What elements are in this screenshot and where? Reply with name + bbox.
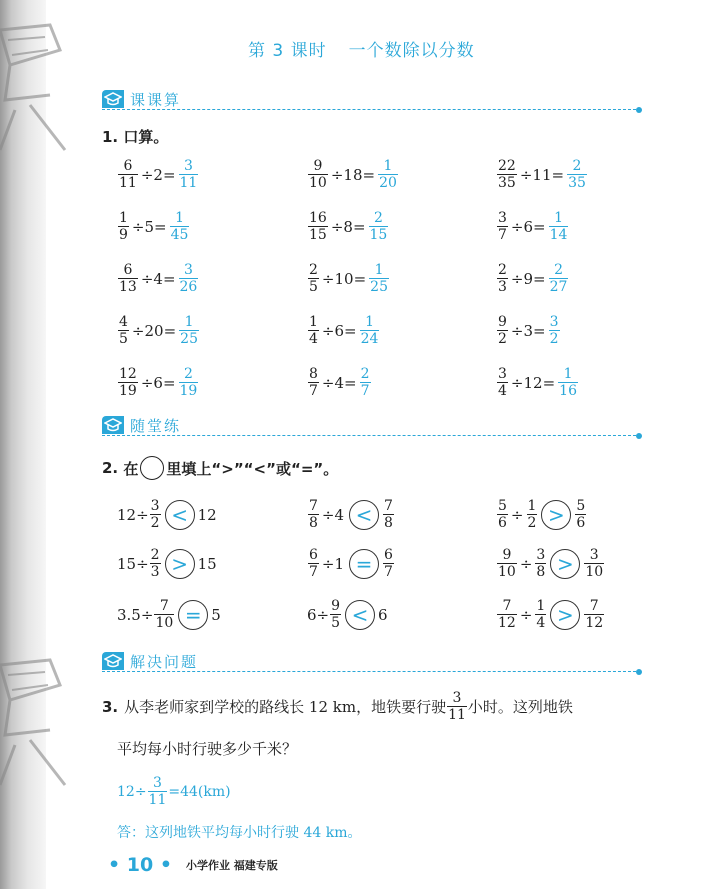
question-number: 3. <box>102 697 119 716</box>
operator: ÷10= <box>321 269 367 288</box>
denominator: 25 <box>370 279 388 295</box>
numerator: 2 <box>373 210 383 226</box>
oral-calc-item <box>117 262 199 295</box>
numerator: 1 <box>175 210 184 226</box>
denominator: 24 <box>360 331 379 347</box>
lesson-number: 第 3 课时 <box>248 41 327 61</box>
right-value: 5 <box>211 605 221 624</box>
denominator: 6 <box>576 515 586 531</box>
numerator: 2 <box>360 366 370 382</box>
numerator: 9 <box>498 314 507 330</box>
section-divider-end <box>636 107 642 113</box>
right-fraction <box>575 498 586 531</box>
answer-fraction <box>179 314 199 347</box>
operator: ÷ <box>519 605 533 624</box>
operator: ÷18= <box>330 165 376 184</box>
answer-fraction <box>549 210 569 243</box>
comparison-circle: > <box>541 500 571 530</box>
denominator: 8 <box>309 515 318 531</box>
numerator: 1 <box>383 158 393 174</box>
answer-fraction <box>179 158 199 191</box>
numerator: 1 <box>536 598 546 614</box>
operator: ÷8= <box>330 217 366 236</box>
denominator: 35 <box>568 175 586 191</box>
numerator: 3 <box>498 210 507 226</box>
oral-calc-item <box>117 366 199 399</box>
denominator: 10 <box>309 175 327 191</box>
answer-fraction <box>360 314 380 347</box>
operator: ÷4= <box>140 269 176 288</box>
answer-fraction <box>179 262 199 295</box>
numerator: 6 <box>123 158 133 174</box>
numerator: 22 <box>498 158 516 174</box>
solution-equation: 12÷ $\frac{3}{11}$ =44(km) <box>117 775 231 808</box>
operator: ÷ <box>510 505 524 524</box>
question-number: 1. <box>102 128 119 146</box>
oral-calc-item <box>307 262 390 295</box>
denominator: 7 <box>498 227 507 243</box>
denominator: 8 <box>384 515 393 531</box>
denominator: 14 <box>549 227 568 243</box>
denominator: 35 <box>498 175 516 191</box>
graduation-cap-icon <box>102 652 124 670</box>
numerator: 6 <box>309 547 318 563</box>
dividend-fraction <box>118 366 138 399</box>
dividend-fraction <box>118 262 138 295</box>
compare-item <box>307 547 395 580</box>
numerator: 3 <box>183 158 193 174</box>
section-header-kekesuan <box>102 90 642 110</box>
numerator: 2 <box>150 547 160 563</box>
comparison-circle: = <box>178 600 208 630</box>
section-divider-end <box>636 669 642 675</box>
denominator: 19 <box>119 383 137 399</box>
compare-item <box>496 598 605 631</box>
denominator: 27 <box>549 279 568 295</box>
dividend-fraction <box>308 210 328 243</box>
numerator: 3 <box>150 498 160 514</box>
numerator: 2 <box>183 366 193 382</box>
numerator: 6 <box>384 547 393 563</box>
section-divider <box>102 671 636 672</box>
compare-item <box>307 498 395 531</box>
question-1-label <box>102 126 168 147</box>
dividend-fraction <box>118 210 129 243</box>
numerator: 2 <box>498 262 507 278</box>
oral-calc-item <box>496 158 588 191</box>
denominator: 15 <box>309 227 327 243</box>
numerator: 3 <box>549 314 559 330</box>
left-prefix: 3.5÷ <box>117 605 154 624</box>
oral-calc-item <box>117 210 190 243</box>
numerator: 7 <box>502 598 512 614</box>
right-fraction <box>383 547 394 580</box>
answer-fraction <box>170 210 190 243</box>
numerator: 2 <box>309 262 318 278</box>
watermark-mark-bottom <box>0 645 80 795</box>
oral-calc-item <box>496 210 569 243</box>
question-number: 2. <box>102 459 119 477</box>
operator: ÷ <box>519 554 533 573</box>
answer-fraction <box>360 366 371 399</box>
section-title: 课课算 <box>130 91 182 109</box>
graduation-cap-icon <box>102 416 124 434</box>
comparison-circle: = <box>349 549 379 579</box>
denominator: 20 <box>379 175 397 191</box>
graduation-cap-icon <box>102 90 124 108</box>
divisor-fraction <box>535 547 546 580</box>
denominator: 7 <box>309 564 318 580</box>
lesson-title <box>248 36 475 61</box>
right-value: 6 <box>378 605 388 624</box>
compare-item <box>307 598 388 631</box>
denominator: 10 <box>155 615 174 631</box>
numerator: 5 <box>498 498 507 514</box>
dividend-fraction <box>497 366 508 399</box>
left-fraction <box>308 498 319 531</box>
denominator: 4 <box>498 383 507 399</box>
denominator: 11 <box>119 175 137 191</box>
denominator: 25 <box>180 331 198 347</box>
numerator: 9 <box>313 158 323 174</box>
denominator: 7 <box>360 383 370 399</box>
section-divider <box>102 109 636 110</box>
denominator: 4 <box>536 615 546 631</box>
denominator: 13 <box>119 279 137 295</box>
dividend-fraction <box>497 158 517 191</box>
numerator: 6 <box>123 262 133 278</box>
page-number: • 10 • <box>108 854 172 876</box>
answer-fraction <box>549 262 569 295</box>
oral-calc-item <box>496 366 579 399</box>
left-prefix: 6÷ <box>307 605 330 624</box>
dividend-fraction <box>118 158 138 191</box>
numerator: 5 <box>576 498 586 514</box>
comparison-circle: > <box>550 549 580 579</box>
question-instruction-post: 里填上“>”“<”或“=”。 <box>166 459 339 478</box>
book-title: 小学作业 福建专版 <box>185 859 278 872</box>
numerator: 3 <box>183 262 193 278</box>
question-3-line-2: 平均每小时行驶多少千米？ <box>117 740 298 758</box>
oral-calc-item <box>496 262 569 295</box>
numerator: 3 <box>589 547 599 563</box>
numerator: 7 <box>309 498 318 514</box>
numerator: 2 <box>572 158 582 174</box>
numerator: 9 <box>502 547 512 563</box>
right-value: 15 <box>197 554 217 573</box>
numerator: 2 <box>554 262 563 278</box>
left-prefix: 12÷ <box>117 505 149 524</box>
operator: ÷1 <box>321 554 345 573</box>
problem-text-pre: 从李老师家到学校的路线长 12 km，地铁要行驶 <box>124 698 447 716</box>
numerator: 16 <box>309 210 327 226</box>
denominator: 26 <box>179 279 198 295</box>
oral-calc-item <box>307 366 372 399</box>
watermark-mark-top <box>0 10 80 160</box>
denominator: 4 <box>309 331 318 347</box>
question-instruction: 口算。 <box>123 128 169 146</box>
oral-calc-item <box>307 210 389 243</box>
denominator: 2 <box>549 331 559 347</box>
left-fraction <box>154 598 174 631</box>
question-2-label <box>102 456 338 480</box>
dividend-fraction <box>308 366 319 399</box>
operator: ÷4 <box>321 505 345 524</box>
operator: ÷6= <box>321 321 357 340</box>
dividend-fraction <box>308 158 328 191</box>
dividend-fraction <box>308 314 319 347</box>
numerator: 3 <box>536 547 546 563</box>
operator: ÷3= <box>510 321 546 340</box>
operator: ÷6= <box>140 373 176 392</box>
answer-fraction <box>369 210 389 243</box>
left-fraction <box>150 547 161 580</box>
answer-fraction <box>369 262 389 295</box>
denominator: 16 <box>559 383 577 399</box>
denominator: 7 <box>309 383 318 399</box>
numerator: 1 <box>527 498 537 514</box>
left-fraction <box>330 598 341 631</box>
numerator: 1 <box>184 314 194 330</box>
operator: ÷5= <box>131 217 167 236</box>
operator: ÷20= <box>131 321 177 340</box>
operator: ÷2= <box>140 165 176 184</box>
solution-answer: 答：这列地铁平均每小时行驶 44 km。 <box>117 825 362 841</box>
answer-fraction <box>558 366 578 399</box>
numerator: 1 <box>119 210 128 226</box>
denominator: 5 <box>119 331 128 347</box>
operator: ÷6= <box>510 217 546 236</box>
section-divider-end <box>636 433 642 439</box>
numerator: 1 <box>365 314 374 330</box>
numerator: 7 <box>384 498 393 514</box>
denominator: 19 <box>179 383 198 399</box>
denominator: 12 <box>585 615 604 631</box>
comparison-circle: > <box>165 549 195 579</box>
operator: ÷12= <box>510 373 556 392</box>
oral-calc-item <box>117 158 199 191</box>
divisor-fraction <box>535 598 546 631</box>
denominator: 10 <box>585 564 604 580</box>
comparison-circle: < <box>349 500 379 530</box>
compare-item <box>496 498 587 531</box>
section-divider <box>102 435 636 436</box>
time-fraction: $\frac{3}{11}$ <box>448 690 466 723</box>
comparison-circle: < <box>345 600 375 630</box>
blank-circle-icon <box>140 456 164 480</box>
dividend-fraction <box>497 210 508 243</box>
numerator: 1 <box>374 262 384 278</box>
right-value: 12 <box>197 505 217 524</box>
left-fraction <box>497 547 517 580</box>
answer-fraction <box>549 314 560 347</box>
operator: ÷11= <box>519 165 565 184</box>
solution-fraction: $\frac{3}{11}$ <box>148 775 167 808</box>
section-title: 随堂练 <box>130 417 182 435</box>
dividend-fraction <box>497 314 508 347</box>
denominator: 6 <box>498 515 507 531</box>
compare-item <box>117 547 217 580</box>
right-fraction <box>383 498 394 531</box>
denominator: 12 <box>498 615 516 631</box>
numerator: 4 <box>119 314 128 330</box>
divisor-fraction <box>527 498 538 531</box>
denominator: 11 <box>179 175 198 191</box>
operator: ÷9= <box>510 269 546 288</box>
denominator: 10 <box>498 564 516 580</box>
oral-calc-item <box>117 314 200 347</box>
left-fraction <box>497 598 517 631</box>
dividend-fraction <box>497 262 508 295</box>
answer-fraction <box>567 158 587 191</box>
section-title: 解决问题 <box>130 653 199 671</box>
numerator: 7 <box>159 598 169 614</box>
section-header-jiejuewenti <box>102 652 642 672</box>
page-footer <box>108 854 278 876</box>
dividend-fraction <box>118 314 129 347</box>
answer-fraction <box>179 366 199 399</box>
section-header-suitanglian <box>102 416 642 436</box>
dividend-fraction <box>308 262 319 295</box>
lesson-topic: 一个数除以分数 <box>348 41 475 61</box>
compare-item <box>117 498 217 531</box>
comparison-circle: > <box>550 600 580 630</box>
denominator: 7 <box>384 564 393 580</box>
denominator: 2 <box>527 515 537 531</box>
denominator: 2 <box>150 515 160 531</box>
numerator: 3 <box>498 366 507 382</box>
numerator: 1 <box>563 366 573 382</box>
left-fraction <box>497 498 508 531</box>
denominator: 3 <box>498 279 507 295</box>
left-fraction <box>308 547 319 580</box>
right-fraction <box>584 547 604 580</box>
problem-text-post: 小时。这列地铁 <box>467 698 573 716</box>
right-fraction <box>584 598 604 631</box>
denominator: 2 <box>498 331 507 347</box>
numerator: 9 <box>331 598 341 614</box>
numerator: 7 <box>589 598 599 614</box>
oral-calc-item <box>496 314 561 347</box>
denominator: 5 <box>331 615 341 631</box>
numerator: 8 <box>309 366 318 382</box>
denominator: 45 <box>170 227 189 243</box>
denominator: 15 <box>369 227 388 243</box>
left-prefix: 15÷ <box>117 554 149 573</box>
denominator: 9 <box>119 227 128 243</box>
denominator: 5 <box>309 279 318 295</box>
denominator: 8 <box>536 564 546 580</box>
oral-calc-item <box>307 314 380 347</box>
oral-calc-item <box>307 158 399 191</box>
numerator: 1 <box>309 314 318 330</box>
operator: ÷4= <box>321 373 357 392</box>
numerator: 1 <box>554 210 563 226</box>
question-3-line-1 <box>102 690 573 723</box>
compare-item <box>496 547 605 580</box>
denominator: 3 <box>150 564 160 580</box>
comparison-circle: < <box>165 500 195 530</box>
compare-item <box>117 598 221 631</box>
left-fraction <box>150 498 161 531</box>
question-instruction-pre: 在 <box>123 459 139 478</box>
numerator: 12 <box>119 366 137 382</box>
answer-fraction <box>378 158 398 191</box>
